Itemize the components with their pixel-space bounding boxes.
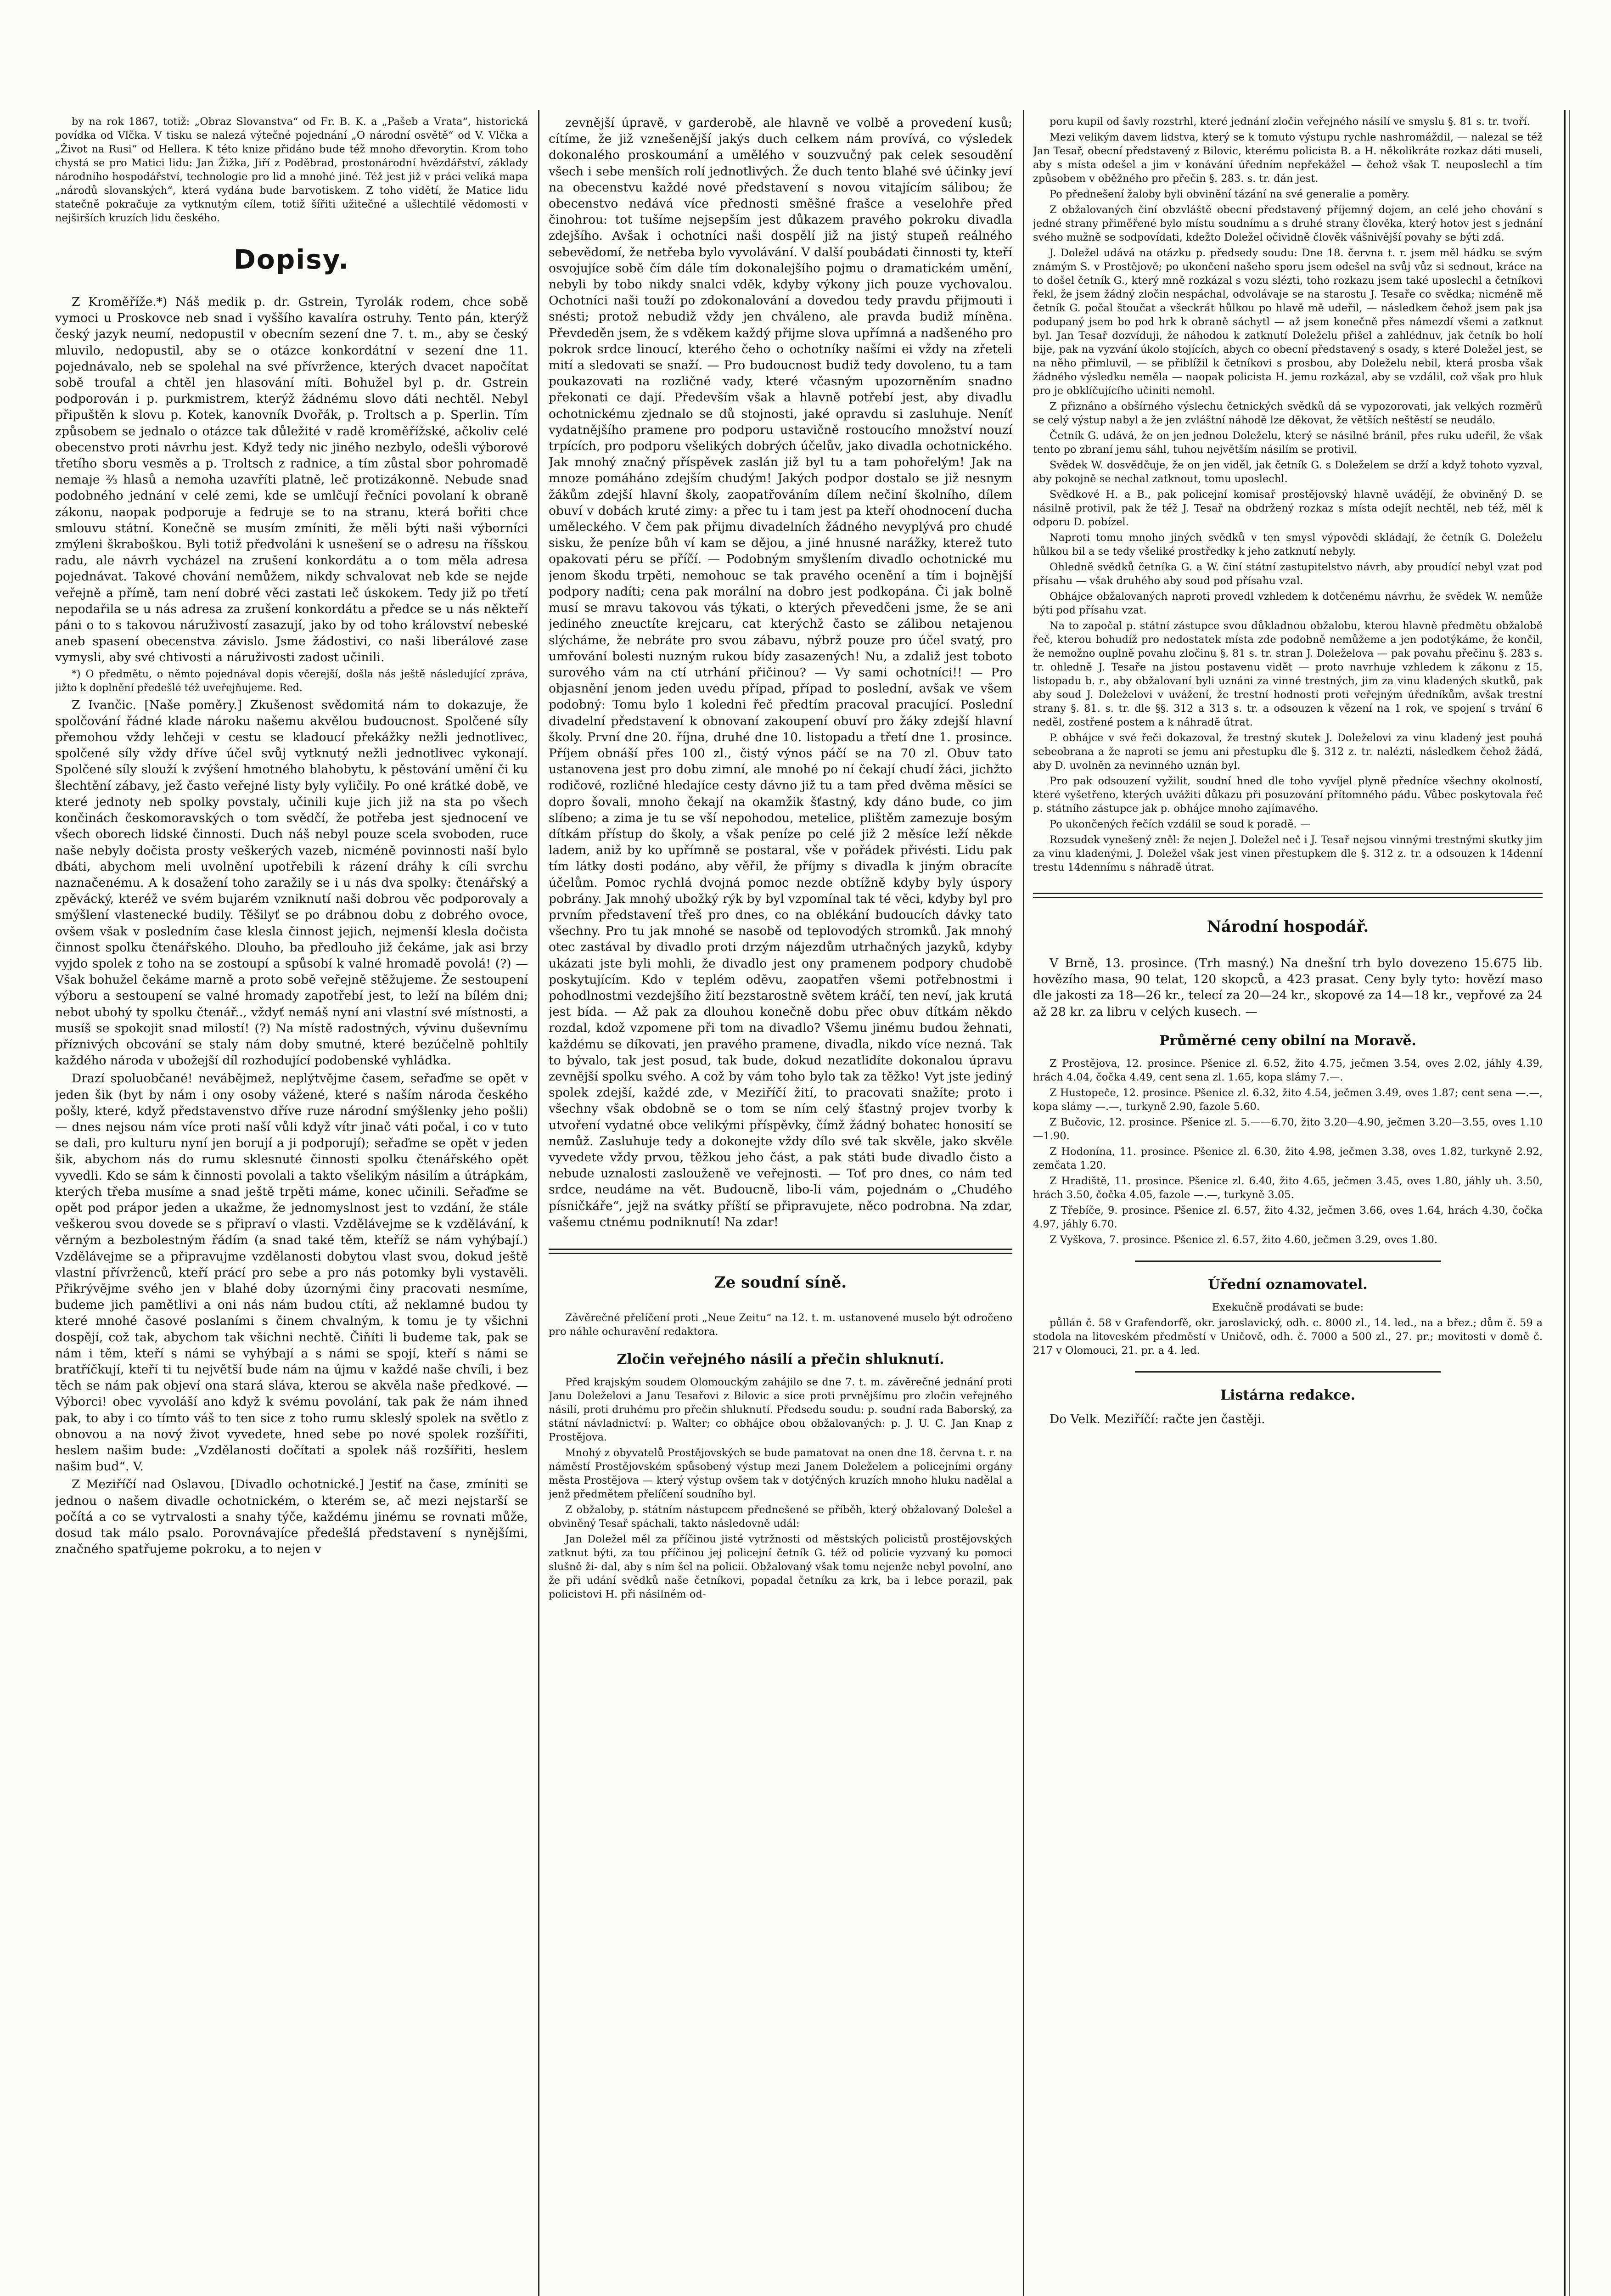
column-2 (549, 115, 1012, 2296)
court-case-para: Mnohý z obyvatelů Prostějovských se bude pamatovat na onen dne 18. června t. r. na náměstí Prostějovském spůsobený výstup mezi Janem Doleželem a policejními orgány města Prostějova — který výstup ovšem tak v dotýčných kruzích mnoho hluku nadělal a jenž předmětem přelíčení soudního byl. (549, 1447, 1012, 1501)
editor-mailbox-title: Listárna redakce. (1220, 1387, 1356, 1403)
grain-price-item: Z Vyškova, 7. prosince. Pšenice zl. 6.57, žito 4.60, ječmen 3.29, oves 1.80. (1050, 1233, 1437, 1246)
grain-price-item: Z Hodonína, 11. prosince. Pšenice zl. 6.30, žito 4.98, ječmen 3.38, oves 1.82, turkyně 2.92, zemčata 1.20. (1033, 1145, 1543, 1171)
grain-prices-list (1033, 1057, 1543, 1247)
court-case-cont: Z přiznáno a obšírného výslechu četnických svědků dá se vypozorovati, jak velkých rozměrů se celý výstup nabyl a že jen zvláštní náhodě lze děkovat, že větších neštěstí se neudálo. (1033, 400, 1543, 426)
letter-ivancice-cont: Drazí spoluobčané! nevábějmež, neplýtvějme časem, seřaďme se opět v jeden šik (byt by nám i ony osoby vážené, které s naším národa českého pošly, které, když představenstvo dříve ruze národní smýšlenky jeho pošli) — dnes nejsou nám více proti naší vůli když vítr jinač váti počal, i co v tuto se dali, pro kulturu nyní jen borují a ji podporují); seřaďme se opět v jeden šik, abychom nás do rumu sklesnuté činnosti spolku čtenářského opět vyvedli. Kdo se sám k činnosti povolali a takto všelikým násilím a útrápkám, kterých třeba musíme a snad ještě trpěti máme, konec učinili. Seřaďme se opět pod prápor jeden a ukažme, že jednomyslnost jest to vzdání, že stále veškerou svou dovede se s připraví o vlasti. Vzdělávejme se k vzdělávání, k věrným a bezbolestným řádím (a snad také těm, kteříž se nám vyhýbají.) Vzdělávejme se a připravujme vzdělanosti dobytou vlast svou, dokud ještě vlastní přívrženců, kteří prácí pro sebe a pro nás potomky byli vystavěli. Přikrývějme svého jen v blahé doby úzornými činy pracovati nesmíme, budeme jich pamětlivi a oni nás nám budou ctíti, až neklamné budou ty které mnohé časové poslaními s činem chvalným, k tomu je ty všichni dospějí, což tak, abychom tak všichni nechtě. Čiňíti li budeme tak, pak se nám i těm, kteří s námi se vyhýbají a s námi se spojí, kteří s námi se bratříčkují, kteří ti tu největší bude nám na újmu v každé naše chvíli, i bez těch se nám pak objeví ona stará sláva, kterou se akvěla naše předkové. — Výborci! obec vyvoláší ano když k svému povolání, tak pak že nám ihned pak, to aby i co tímto váš to ten sice z toho rumu skleslý spolek na světlo z obnovou a na nový život vyvedete, hned sebe po nové spolek rozšířiti, heslem našim bude: „Vzdělanosti dočítati a spolek náš rozšířiti, heslem našim bud“. V. (55, 1071, 528, 1474)
grain-price-item: Z Bučovic, 12. prosince. Pšenice zl. 5.——6.70, žito 3.20—4.90, ječmen 3.20—3.55, oves 1.10—1.90. (1033, 1116, 1543, 1142)
court-verdict: Rozsudek vynešený zněl: že nejen J. Doležel neč i J. Tesař nejsou vinnými trestnými skutky jim za vinu kladenými, J. Doležel však jest vinen přestupkem dle §. 312 z. tr. a odsouzen k 14denní trestu 14dennímu s náhradě útrat. (1033, 834, 1543, 873)
court-case-title: Zločin veřejného násilí a přečin shluknutí. (617, 1351, 944, 1368)
section-rule (1033, 893, 1543, 898)
court-case-cont: Po ukončených řečích vzdálil se soud k poradě. — (1050, 818, 1311, 830)
court-case-cont: Četník G. udává, že on jen jednou Doleželu, který se násilné bránil, přes ruku udeřil, že však tento po zbraní jemu sáhl, tuhou největším násilím se protivil. (1033, 430, 1543, 456)
court-case-cont: Svědkové H. a B., pak policejní komisař prostějovský hlavně uvádějí, že obviněný D. se násilně protivil, pak že též J. Tesař na obdržený rozkaz s místa odejít nechtěl, neb též, měl k odporu D. pobízel. (1033, 489, 1543, 528)
court-case-para: Jan Doležel měl za příčinou jisté vytržnosti od městských policistů prostějovských zatknut býti, za tou příčinou jej policejní četník G. též od policie vyzvaný ku pomoci slušně ži- dal, aby s ním šel na policii. Obžalovaný však tomu nejenže nebyl povolní, ano že při udání svědků naše četníkovi, popadal četníku za krk, ba i lebce porazil, pak policistovi H. při násilném od- (549, 1533, 1012, 1601)
section-rule (1135, 1371, 1441, 1373)
court-neue-zeit: Závěrečné přelíčení proti „Neue Zeitu“ na 12. t. m. ustanovené muselo být odročeno pro náhle ochuravění redaktora. (549, 1312, 1012, 1338)
execution-sales-title: Exekučně prodávati se bude: (1212, 1301, 1364, 1313)
court-case-para: Z obžaloby, p. státním nástupcem přednešené se příběh, který obžalovaný Dolešel a obviněný Tesař spáchali, takto následovně udál: (549, 1504, 1012, 1530)
execution-sales-text: půllán č. 58 v Grafendorfě, okr. jaroslavický, odh. c. 8000 zl., 14. led., na a břez.; dům č. 59 a stodola na litoveském předměstí v Uničově, odh. č. 7000 a 500 zl., 27. pr.; movitosti v domě č. 217 v Olomouci, 21. pr. a 4. led. (1033, 1317, 1543, 1356)
court-case-cont: Obhájce obžalovaných naproti provedl vzhledem k dotčenému návrhu, že svědek W. nemůže býti pod přísahu vzat. (1033, 591, 1543, 616)
court-case-cont: poru kupil od šavly rozstrhl, které jednání zločin veřejného násilí ve smyslu §. 81 s. tr. tvoří. (1050, 116, 1531, 128)
court-case-cont: Ohledně svědků četníka G. a W. činí státní zastupitelstvo návrh, aby proudící nebyl vzat pod přísahu — však druhého aby soud pod přísahu vzal. (1033, 561, 1543, 587)
court-case-cont: Po přednešení žaloby byli obvinění tázání na své generalie a poměry. (1050, 188, 1410, 200)
grain-price-item: Z Hradiště, 11. prosince. Pšenice zl. 6.40, žito 4.65, ječmen 3.45, oves 1.80, jáhly uh. 3.50, hrách 3.50, čočka 4.05, fazole —.—, turkyně 3.05. (1033, 1175, 1543, 1201)
official-notices-title: Úřední oznamovatel. (1208, 1276, 1368, 1293)
brno-market: V Brně, 13. prosince. (Trh masný.) Na dnešní trh bylo dovezeno 15.675 lib. hovězího masa, 90 telat, 120 skopců, a 423 prasat. Ceny byly tyto: hovězí maso dle jakosti za 18—26 kr., telecí za 20—24 kr., skopové za 14—18 kr., vepřové za 24 až 28 kr. za libru v celých kusech. — (1033, 956, 1543, 1019)
section-rule (1135, 1261, 1441, 1262)
editor-footnote: *) O předmětu, o němto pojednával dopis včerejší, došla nás ještě následující zpráva, jižto k doplnění předešlé též uveřejňujeme. Red. (55, 668, 528, 694)
column-divider (1023, 110, 1024, 2296)
court-case-cont: Naproti tomu mnoho jiných svědků v ten smysl výpovědi skládají, že četník G. Doleželu hůlkou bil a se tedy všeliké prostředky k jeho zatknutí nebyly. (1033, 532, 1543, 557)
court-case-cont: J. Doležel udává na otázku p. předsedy soudu: Dne 18. června t. r. jsem měl hádku se svým známým S. v Prostějově; po ukončení našeho sporu jsem odešel na svůj vůz si sednout, kráce na to došel četník G., který mně rozkázal s vozu slézti, toho rozkazu jsem také uposlechl a četníkovi řekl, že jsem žádný zločin nespáchal, odvolávaje se na starostu J. Tesaře co svědka; nicméně mě četník G. počal štoučat a všeckrát hůlkou po hlavě mě udeřil, — následkem čehož jsem pak jsa podupaný jsem bo pod hrk k obraně sáchytl — až jsem konečně přes námezdí všemi a zatknut byl. Jan Tesař dozvíduji, že náhodou k zatknutí Doleželu přišel a zahlédnuv, jak četník bo holí bije, pak na vyzvání úkolo stojících, abych co obecní představený s osady, s které Doležel jest, se na něho přimluvil, — se přiblížil k četníkovi s prosbou, aby Doleželu nebil, která prosba však žádného výsledku neměla — naopak policista H. jemu rozkázal, aby se vzdálil, což však pro hluk pro je obklíčujícího učiniti nemohl. (1033, 247, 1543, 397)
grain-price-item: Z Hustopeče, 12. prosince. Pšenice zl. 6.32, žito 4.54, ječmen 3.49, oves 1.87; cent sena —.—, kopa slámy —.—, turkyně 2.90, fazole 5.60. (1033, 1086, 1543, 1113)
theater-article: zevnější úpravě, v garderobě, ale hlavně ve volbě a provedení kusů; cítíme, že již vznešenější jakýs duch celkem nám provívá, co výsledek dokonalého proskoumání a umělého v souzvučný pak celek sesoudění všech i sebe menších rolí jednotlivých. Že duch tento blahé své účinky jeví na obecenstvu každé nové představení s novou vitajícím sálibou; že obecenstvo nedává více přednosti směšné frašce a veselohře před činohrou: tot tušíme nejsepším jest důkazem pravého pokroku divadla zdejšího. Avšak i ochotníci naši dospělí již na jistý stupeň reálného sebevědomí, že netřeba bylo vyvolávání. V další poubádati činnosti ty, kteří osvojujíce sobě čím dále tím dokonalejšího pojmu o dramatickém umění, nebyli by tobo nikdy snalci vděk, kdyby výkony jich pouze vychovalou. Ochotníci naši touží po zdokonalování a dovedou tedy pravdu přijmouti i snésti; protož nebudiž vždy jen chváleno, ale pravda budiž míněna. Převdeděn jsem, že s vděkem každý přijme slova upřímná a nadšeného pro pokrok srdce linoucí, kterého čeho o ochotníky našími ei vždy na zřeteli mití a sledovati se snaží. — Pro budoucnost budiž tedy dovoleno, tu a tam poukazovati na rozličné vady, které včasným upozorněním snadno překonati ce dají. Především však a hlavně potřebí jest, aby divadlu ochotnickému zjednalo se dů stojnosti, jaké opravdu si zasluhuje. Neníť vydatnějšího pramene pro podporu ustavičně rostoucího množství nouzí trpících, pro podporu všelikých dobrých účelův, jako divadla ochotnického. Jak mnohý značný příspěvek zaslán již byl tu a tam pohořelým! Jak na mnoze pomáháno zdejším chudým! Jakých podpor dostalo se již nesnym žákům zdejší hlavní školy, zaopatřováním dílem nečiní školního, dílem obuví v dobách kruté zimy: a přec tu i tam jest pa kteří ohodnocení ducha uměleckého. V čem pak přijmu divadelních žádného nevyplývá pro chudé sisku, že peníze bůh ví kam se dějou, a jiné hnusné narážky, kterež tuto opakovati péru se příčí. — Podobným smyšlením divadlo ochotnické mu jenom škodu trpěti, nemohouc se tak pravého ocenění a tím i bojnější podpory nadíti; cena pak morální na dobro jest podkopána. Či jak bolně musí se mravu takovou vás týkati, o kterých převedčeni jsme, že se ani jediného zneuctíte krejcaru, cat kterýchž často se zálibou netajenou slýcháme, že nebráte pro svou zábavu, nýbrž pouze pro účel svatý, pro umřování bolesti nuzným rukou bídy zasazených! Nu, a zdaliž jest toboto surového vám na ctí utrhání přičinou? — Vy sami ochotníci!! — Pro objasnění jenom jeden uvedu případ, případ to poslední, avšak ve všem podobný: Tomu bylo 1 koledni řeč předtím pracoval pracující. Poslední divadelní představení k obnovaní zakoupení obuví pro žáky zdejší hlavní školy. První dne 20. října, druhé dne 10. listopadu a třetí dne 1. prosince. Příjem obnáší přes 100 zl., čistý výnos páčí se na 70 zl. Obuv tato ustanovena jest pro dobu zimní, ale mnohé po ní čekají chudí žáci, jichžto rodičové, rozličné hledajíce cesty dávno již tu a tam před dvěma měsíci se dopro šovali, mnoho čekají na okamžik šťastný, kdy dáno bude, co jim slíbeno; a zima je tu se vší nepohodou, metelice, plištěm zamezuje bosým dítkám přístup do školy, a však peníze po celé již 2 měsíce leží někde ladem, aniž by ko upřímně se postaral, vše v pořádek přivésti. Lidu pak tím látky dosti podáno, aby věřil, že příjmy s divadla k jiným obracíte účelům. Pomoc rychlá dvojná pomoc nezde obtížně kdyby byly úspory pobrány. Jak mnohý ubožký rýk by byl vzpomínal tak té věci, kdyby byl pro prvním představení třeš pro dnes, co na oblékání budoucích dávky tato všechny. Pro tu jak mnohé se nasobě od teplovodých stromků. Jak mnohý otec zastával by divadlo proti drzým nájezdům utrhačných jazyků, kdyby ukázati jste byli mohli, že divadlo jest ony pramenem podpory chudobě poskytujícím. Kdo v teplém oděvu, zaopatřen všemi potřebnostmi i pohodlnostmi vezdejšího žití bezstarostně světem kráčí, ten neví, jak krutá jest bída. — Až pak za dlouhou konečně dobu přec obuv dítkám někdo rozdal, kdož vzpomene při tom na divadlo? Všemu jinému budou žehnati, každému se díkovati, jen pravého pramene, divadla, nikdo více nezná. Tak to bývalo, tak jest posud, tak bude, dokud nezatlidíte dokonalou úpravu zevnější spolku svého. A což by vám toho bylo tak za těžko! Vyt jste jediný spolek zdejší, každé zde, v Meziříčí žití, to pracovati snažíte; proto i všechny však obdobně se o tom se ním celý šťastný projev tvorby k utvoření vydatné obce velikými příspěvky, čímž žádný bohatec honosití se nemůž. Zasluhuje tedy a dokonejte vždy dílo své tak skvěle, jako skvěle vyvedete vždy prvou, těžkou jeho část, a pak státi bude divadlo čisto a nebude uznalosti zaslouženě ve veřejnosti. — Toť pro dnes, co nám teď srdce, neudáme na vět. Budoucně, libo-li vám, pojednám o „Chudého písničkáře“, jejž na svátky příští se připravujete, něco podrobna. Na zdar, vašemu ctnému podniknutí! Na zdar! (549, 116, 1012, 1229)
column-3 (1033, 115, 1543, 2296)
page-edge-rule (1569, 110, 1570, 2296)
section-title-court: Ze soudní síně. (714, 1273, 847, 1292)
letter-ivancice: Z Ivančic. [Naše poměry.] Zkušenost svědomitá nám to dokazuje, že spolčování řádné klade nároku našemu akvělou budoucnost. Spolčené síly přemohou vždy lehčeji v cestu se kladoucí překážky nežli jednotlivec, spolčené síly vždy dříve účel svůj vytknutý nežli jednotlivec vykonají. Spolčené síly slouží k zvýšení hmotného blahobytu, k pěstování umění či ku šlechtění zábavy, jež často veřejné listy byly vyličily. Po oné krátké době, ve které jednoty neb spolky povstaly, učinili kuje jich již na sta po všech končinách českomoravských o tom svědčí, že potřeba jest sjednocení ve všech oborech lidské činnosti. Duch náš nebyl pouze scela svoboden, ruce naše nebyly dočista prosty veškerých vazeb, nicméně povinnosti naší bylo dbáti, abychom meli uvolnění upotřebili k rázení dráhy k cíli svrchu naznačenému. A k dosažení toho zaražily se i u nás dva spolky: čtenářský a zpěvácký, kteréž ve svém bujarém vzniknutí naši dobrou věc podporovaly a smýšlení vlastenecké budily. Těšilyť se po drábnou dobu z dobrého ovoce, ovšem však v posledním čase klesla činnost jejich, nejmenší klesla dočista činnost spolku čtenářského. Dlouho, ba předlouho již čekáme, jak asi brzy vyjdo spolek z toho na se zostoupí a spůsobí k valné hromadě povolá! (?) — Však bohužel čekáme marně a proto sobě veřejně stěžujeme. Že sestoupení výboru a sestoupení se valné hromady zapotřebí jest, to leží na bílém dni; nebot ubohý ty spolku čtenář.., vždyť nemáš nyní ani vlastní své místnosti, a musíš se spokojit snad milostí! (?) Na místě radostných, vývinu duševnímu příznivých obcování se staly nám doby smutné, které bezúčelně pohltily každého národa v ubožejší díl rozhodující podobenské vyhládka. (55, 698, 528, 1068)
section-rule (549, 1249, 1012, 1254)
section-title-economy: Národní hospodář. (1207, 917, 1369, 936)
grain-price-item: Z Třebíče, 9. prosince. Pšenice zl. 6.57, žito 4.32, ječmen 3.66, oves 1.64, hrách 4.30, čočka 4.97, jáhly 6.70. (1033, 1204, 1543, 1230)
court-case-cont: Mezi velikým davem lidstva, který se k tomuto výstupu rychle nashromáždil, — nalezal se též Jan Tesař, obecní představený z Bilovic, kterému policista B. a H. několikráte rozkaz dáti museli, aby s místa odešel a jim v konávání úředním nepřekážel — čehož však T. neuposlechl a tím způsobem v oběžného pro přečin §. 283. s. tr. dán jest. (1033, 131, 1543, 185)
court-case-cont: Svědek W. dosvědčuje, že on jen viděl, jak četník G. s Doleželem se drží a když tohoto vyzval, aby pokojně se nechal zatknout, tomu uposlechl. (1033, 459, 1543, 485)
editor-mailbox-text: Do Velk. Meziříčí: račte jen častěji. (1050, 1412, 1265, 1426)
letter-mezirici: Z Meziříčí nad Oslavou. [Divadlo ochotnické.] Jestiť na čase, zmíniti se jednou o našem divadle ochotnickém, o kterém se, ač mezi nejstarší se počítá a co se vytrvalosti a snahy týče, každému jinému se rovnati může, dosud tak málo psalo. Porovnávajíce předešlá představení s nynějšími, značného spatřujeme pokroku, a to nejen v (55, 1477, 528, 1557)
court-case-intro: Před krajským soudem Olomouckým zahájilo se dne 7. t. m. závěrečné jednání proti Janu Doleželovi a Janu Tesařovi z Bilovic a sice proti prvnějšímu pro zločin veřejného násilí, proti druhému pro přečin shluknutí. Předsedu soudu: p. soudní rada Baborský, za státní návladnictví: p. Walter; co obhájce obou obžalovaných: p. J. U. C. Jan Knap z Prostějova. (549, 1376, 1012, 1444)
column-divider (538, 110, 539, 2296)
court-case-cont: Na to započal p. státní zástupce svou důkladnou obžalobu, kterou hlavně předmětu obžalobě řeč, kterou bohudíž pro nedostatek místa zde podobně nemůžeme a jen podotýkáme, že končil, že nemožno ouplně povahu zločinu §. 81 s. tr. stran J. Doleželova — pak povahu přečinu §. 283 s. tr. ohledně J. Tesaře na jistou postavenu vidět — proto navrhuje vzhledem k zákonu z 15. listopadu b. r., aby obžalovaní byli uznáni za vinné trestných, jim za vinu kladených skutků, pak aby soud J. Doleželovi v uvážení, že trestní hodností proti veřejným úředníkům, avšak trestní strany §. 81. s. tr. dle §§. 312 a 313 s. tr. a odsouzen k vězení na 1 rok, ve spojení s trvání 6 neděl, zostřené postem a k náhradě útrat. (1033, 620, 1543, 728)
section-title-dopisy: Dopisy. (233, 244, 350, 275)
page-edge-rule (1564, 110, 1566, 2296)
letter-kromeriz: Z Kroměříže.*) Náš medik p. dr. Gstrein, Tyrolák rodem, chce sobě vymoci u Proskovce neb snad i vyššího kavalíra ostruhy. Tento pán, kterýž český jazyk neumí, nedopustil v obecním sezení dne 7. t. m., aby se český mluvilo, nedopustil, aby se o otázce konkordátní v sezení dne 11. pojednávalo, neb se spolehal na své přívržence, kterých dvacet napočítat sobě troufal a chtěl jen hlasování míti. Bohužel byl p. dr. Gstrein podporován i p. purkmistrem, kterýž žádnému slovo dáti nechtěl. Nebyl připuštěn k slovu p. Kotek, kanovník Dvořák, p. Troltsch a p. Sperlin. Tím způsobem se jednalo o otázce tak důležité v radě kroměřížské, ačkoliv celé obecenstvo proti návrhu jest. Když tedy nic jiného nezbylo, odešli výborové třetího sboru vesměs a p. Troltsch z radnice, a tím zůstal sbor pohromadě nemaje ⅔ hlasů a nemoha uzavříti platně, leč protizákonně. Nebude snad podobného jednání v celé zemi, kde se umlčují řečníci povolaní k obraně zákonu, naopak podporuje a fedruje se to na stranu, která bořiti chce smlouvu státní. Konečně se musím zmíniti, že měli býti naši výborníci zmýleni škraboškou. Byli totiž předvoláni k usnešení se o adresu na říšskou radu, ale návrh vycházel na zrušení konkordátu a o tom měla adresa pojednávat. Takové chování nemůžem, nikdy schvalovat neb kde se nejde veřejně a přímě, tam není dobré věci zastati leč úskokem. Tedy již po třetí nepodařila se u nás adresa za zrušení konkordátu a předce se u nás někteří páni o to s takovou náruživostí zasazují, jako by od toho království nebeské aneb spasení obecenstva závislo. Jsme žádostivi, co naši liberálové zase vymysli, aby své chtivosti a náruživosti zadost učinili. (55, 295, 528, 665)
court-case-cont: Z obžalovaných činí obzvláště obecní představený příjemný dojem, an celé jeho chování s jedné strany přiměřené bylo místu soudnímu a s druhé strany člověka, který hotov jest s jednání svého mužně se sodpovídati, kdežto Doležel očividně člověk vášnivější povahy se býti zdá. (1033, 204, 1543, 243)
grain-price-item: Z Prostějova, 12. prosince. Pšenice zl. 6.52, žito 4.75, ječmen 3.54, oves 2.02, jáhly 4.39, hrách 4.04, čočka 4.49, cent sena zl. 1.65, kopa slámy 7.—. (1033, 1057, 1543, 1083)
matice-lidu-note: by na rok 1867, totiž: „Obraz Slovanstva“ od Fr. B. K. a „Pašeb a Vrata“, historická povídka od Vlčka. V tisku se nalezá výtečné pojednání „O národní osvětě“ od V. Vlčka a „Život na Rusi“ od Hellera. K této knize přidáno bude též mnoho dřevorytin. Krom toho chystá se pro Matici lidu: Jan Žižka, Jiří z Poděbrad, prostonárodní hvězdářství, základy národního hospodářství, technologie pro lid a mnohé jiné. Též jest již v práci veliká mapa „národů slovanských“, která vydána bude barvotiskem. Z toho vidětí, že Matice lidu statečně pokračuje za vytknutým cílem, totiž šířiti užitečné a ušlechtilé vědomosti v nejširších kruzích lidu českého. (55, 116, 528, 224)
grain-prices-title: Průměrné ceny obilní na Moravě. (1159, 1032, 1416, 1049)
column-1 (55, 115, 528, 2296)
court-case-cont: P. obhájce v své řeči dokazoval, že trestný skutek J. Doleželovi za vinu kladený jest pouhá sebeobrana a že naproti se jemu ani přestupku dle §. 312 z. tr. nalézti, následkem čehož žádá, aby D. uvolněn za nevinného uznán byl. (1033, 732, 1543, 771)
court-case-cont: Pro pak odsouzení vyžilit, soudní hned dle toho vyvíjel plyně předníce všechny okolností, které vyšetřeno, kterých uvážiti důkazu při posuzování přítomného pádu. Vůbec poskytovala řeč p. státního zástupce jak p. obhájce mnoho zajímavého. (1033, 775, 1543, 815)
